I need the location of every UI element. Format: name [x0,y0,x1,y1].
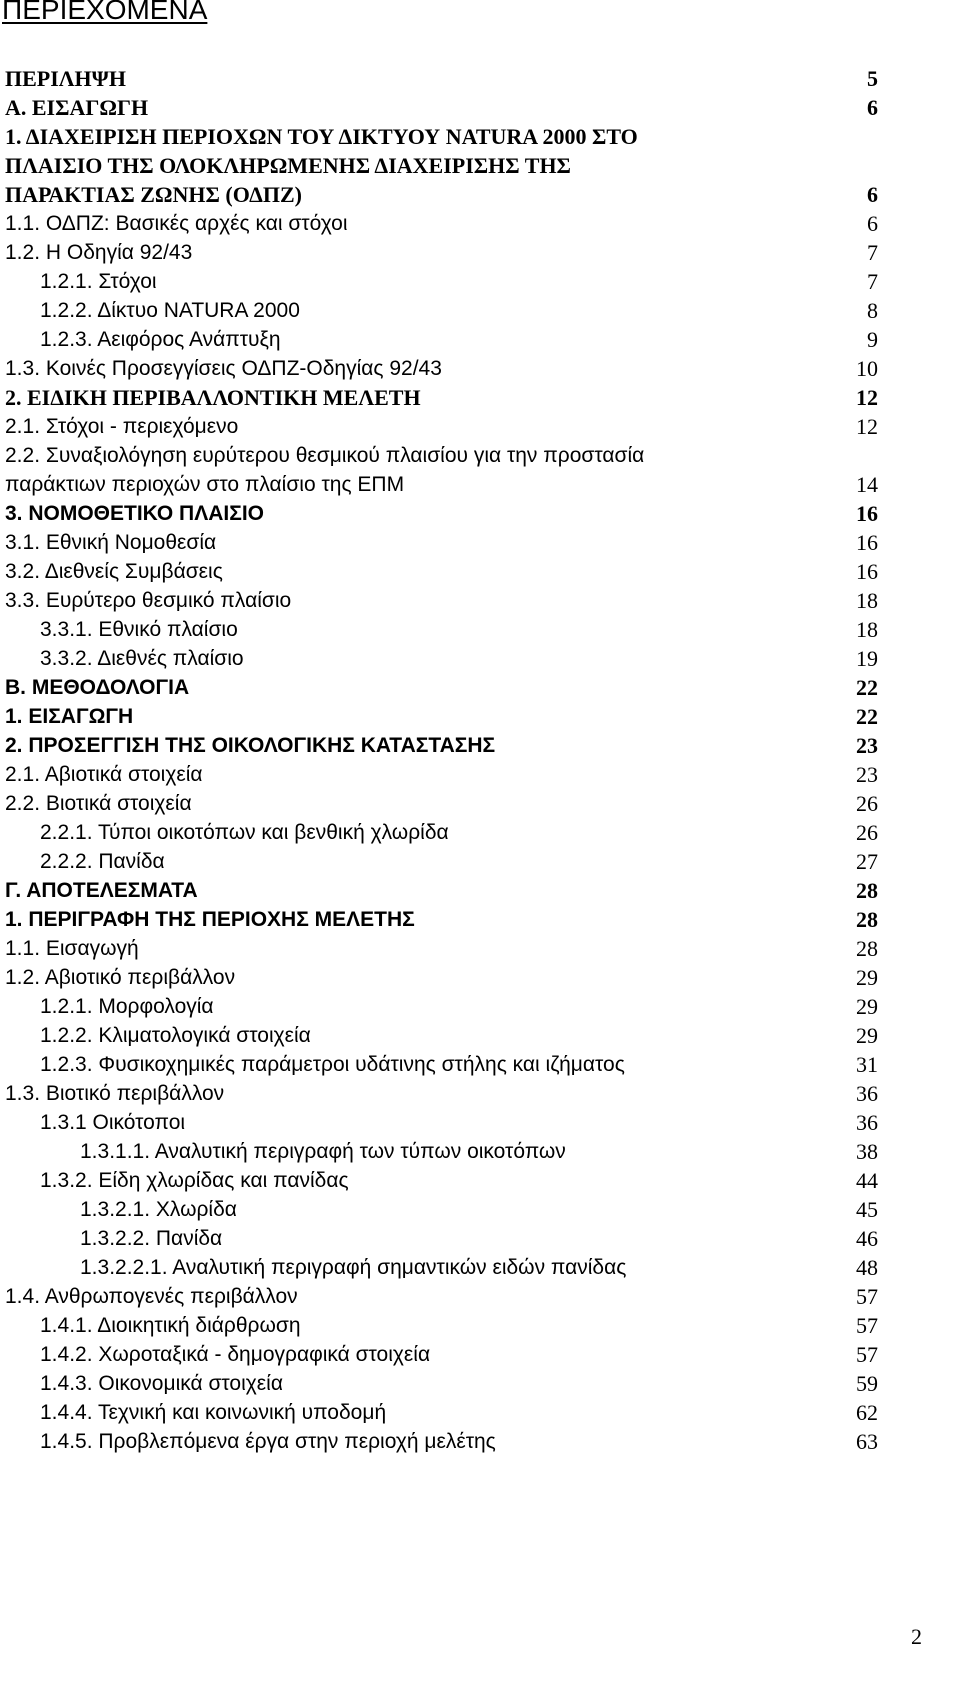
toc-entry-title: 2. ΠΡΟΣΕΓΓΙΣΗ ΤΗΣ ΟΙΚΟΛΟΓΙΚΗΣ ΚΑΤΑΣΤΑΣΗΣ [5,734,496,757]
toc-entry-title: 1.1. ΟΔΠΖ: Βασικές αρχές και στόχοι [5,212,348,235]
toc-entry-page: 22 [856,704,878,729]
toc-entry-page: 7 [867,269,878,294]
toc-entry-page: 26 [856,791,878,816]
toc-entry [0,266,960,298]
toc-entry-page: 29 [856,1023,878,1048]
toc-entry [0,469,960,501]
toc-entry [0,527,960,559]
toc-entry-title: 1.2. Η Οδηγία 92/43 [5,241,193,264]
toc-entry-page: 29 [856,965,878,990]
toc-entry [0,1136,960,1168]
toc-entry-title: 1. ΠΕΡΙΓΡΑΦΗ ΤΗΣ ΠΕΡΙΟΧΗΣ ΜΕΛΕΤΗΣ [5,908,415,931]
toc-entry-title: 2. ΕΙΔΙΚΗ ΠΕΡΙΒΑΛΛΟΝΤΙΚΗ ΜΕΛΕΤΗ [5,385,421,410]
toc-entry-page: 12 [856,414,878,439]
toc-entry [0,846,960,878]
toc-entry [0,150,960,182]
toc-entry-title: Α. ΕΙΣΑΓΩΓΗ [5,95,149,120]
toc-entry-page: 9 [867,327,878,352]
toc-entry-title: 1.3.2. Είδη χλωρίδας και πανίδας [40,1169,349,1192]
toc-entry-title: 3.1. Εθνική Νομοθεσία [5,531,217,554]
toc-entry [0,1426,960,1458]
toc-entry-title: ΠΑΡΑΚΤΙΑΣ ΖΩΝΗΣ (ΟΔΠΖ) [5,182,302,207]
toc-entry [0,759,960,791]
toc-entry-title: Γ. ΑΠΟΤΕΛΕΣΜΑΤΑ [5,879,198,902]
toc-entry-page: 16 [856,530,878,555]
toc-entry-page: 28 [856,878,878,903]
page-title: ΠΕΡΙΕΧΟΜΕΝΑ [2,0,208,25]
toc-entry-title: 2.2.1. Τύποι οικοτόπων και βενθική χλωρίδα [40,821,449,844]
toc-entry-page: 26 [856,820,878,845]
toc-entry [0,875,960,907]
toc-entry-title: 1.2.2. Κλιματολογικά στοιχεία [40,1024,311,1047]
toc-entry-page: 27 [856,849,878,874]
toc-entry [0,411,960,443]
toc-entry [0,1281,960,1313]
toc-entry-title: 3.3.1. Εθνικό πλαίσιο [40,618,238,641]
toc-entry-title: 1.2. Αβιοτικό περιβάλλον [5,966,236,989]
toc-entry-page: 57 [856,1284,878,1309]
toc-entry [0,614,960,646]
toc-entry-title: 1. ΔΙΑΧΕΙΡΙΣΗ ΠΕΡΙΟΧΩΝ ΤΟΥ ΔΙΚΤΥΟΥ NATURA 2000 ΣΤΟ [5,124,638,149]
toc-entry [0,1165,960,1197]
toc-entry-page: 22 [856,675,878,700]
toc-entry-page: 23 [856,733,878,758]
toc-entry-page: 6 [867,95,878,120]
toc-entry [0,440,960,472]
toc-entry-title: 1.4.1. Διοικητική διάρθρωση [40,1314,301,1337]
toc-entry-title: 1.4. Ανθρωπογενές περιβάλλον [5,1285,298,1308]
toc-entry-title: 1.3.2.1. Χλωρίδα [80,1198,237,1221]
toc-entry-page: 16 [856,501,878,526]
toc-entry-title: 2.2. Βιοτικά στοιχεία [5,792,192,815]
toc-entry-title: ΠΛΑΙΣΙΟ ΤΗΣ ΟΛΟΚΛΗΡΩΜΕΝΗΣ ΔΙΑΧΕΙΡΙΣΗΣ ΤΗΣ [5,153,571,178]
toc-entry-title: 2.2. Συναξιολόγηση ευρύτερου θεσμικού πλαισίου για την προστασία [5,444,645,467]
toc-entry-page: 12 [856,385,878,410]
toc-entry-title: 1.3.1.1. Αναλυτική περιγραφή των τύπων οικοτόπων [80,1140,566,1163]
toc-entry [0,701,960,733]
toc-entry [0,962,960,994]
toc-entry [0,933,960,965]
toc-entry-title: 3.3.2. Διεθνές πλαίσιο [40,647,244,670]
toc-entry-page: 28 [856,907,878,932]
toc-entry-page: 23 [856,762,878,787]
toc-entry-title: Β. ΜΕΘΟΔΟΛΟΓΙΑ [5,676,190,699]
toc-entry [0,121,960,153]
toc-entry-title: 1.3. Κοινές Προσεγγίσεις ΟΔΠΖ-Οδηγίας 92/43 [5,357,442,380]
toc-entry-page: 18 [856,617,878,642]
toc-entry-title: 1.4.2. Χωροταξικά - δημογραφικά στοιχεία [40,1343,431,1366]
toc-entry [0,1107,960,1139]
toc-entry [0,556,960,588]
toc-entry-page: 48 [856,1255,878,1280]
toc-entry-title: 1. ΕΙΣΑΓΩΓΗ [5,705,134,728]
toc-entry [0,643,960,675]
toc-entry-title: 1.4.3. Οικονομικά στοιχεία [40,1372,283,1395]
toc-entry-title: 1.2.1. Στόχοι [40,270,157,293]
toc-entry-page: 28 [856,936,878,961]
toc-entry [0,63,960,95]
toc-entry [0,730,960,762]
toc-entry-title: 1.1. Εισαγωγή [5,937,139,960]
toc-entry-page: 5 [867,66,878,91]
toc-entry [0,498,960,530]
toc-entry-page: 45 [856,1197,878,1222]
toc-entry [0,1252,960,1284]
toc-entry-title: 3.3. Ευρύτερο θεσμικό πλαίσιο [5,589,292,612]
toc-entry [0,295,960,327]
toc-entry-page: 18 [856,588,878,613]
toc-entry-page: 44 [856,1168,878,1193]
toc-entry [0,1223,960,1255]
toc-entry-title: 1.4.4. Τεχνική και κοινωνική υποδομή [40,1401,387,1424]
toc-entry [0,1368,960,1400]
toc-entry [0,92,960,124]
toc-entry-title: 2.2.2. Πανίδα [40,850,165,873]
toc-entry-title: 1.2.1. Μορφολογία [40,995,214,1018]
toc-entry [0,904,960,936]
toc-entry [0,1078,960,1110]
toc-entry-title: 1.2.3. Φυσικοχημικές παράμετροι υδάτινης στήλης και ιζήματος [40,1053,625,1076]
toc-entry-page: 62 [856,1400,878,1425]
toc-entry [0,179,960,211]
toc-entry [0,585,960,617]
toc-entry-page: 36 [856,1081,878,1106]
toc-entry-title: ΠΕΡΙΛΗΨΗ [5,66,126,91]
toc-entry [0,1339,960,1371]
toc-entry-title: 2.1. Αβιοτικά στοιχεία [5,763,203,786]
toc-entry-page: 8 [867,298,878,323]
toc-entry [0,353,960,385]
toc-entry-page: 46 [856,1226,878,1251]
toc-entry [0,1310,960,1342]
toc-entry-page: 6 [867,182,878,207]
toc-entry [0,991,960,1023]
toc-entry-page: 57 [856,1313,878,1338]
toc-entry-page: 14 [856,472,878,497]
page-number: 2 [911,1624,922,1649]
toc-entry-page: 7 [867,240,878,265]
toc-entry [0,1020,960,1052]
toc-entry-title: 1.3. Βιοτικό περιβάλλον [5,1082,225,1105]
toc-entry-title: παράκτιων περιοχών στο πλαίσιο της ΕΠΜ [5,473,405,496]
toc-entry-page: 59 [856,1371,878,1396]
toc-entry-title: 1.3.1 Οικότοποι [40,1111,186,1134]
toc-entry-title: 1.3.2.2. Πανίδα [80,1227,223,1250]
toc-entry-title: 3.2. Διεθνείς Συμβάσεις [5,560,223,583]
toc-entry [0,208,960,240]
toc-entry [0,788,960,820]
toc-entry [0,382,960,414]
toc-entry [0,817,960,849]
toc-entry-page: 36 [856,1110,878,1135]
toc-entry-page: 19 [856,646,878,671]
toc-entry-page: 16 [856,559,878,584]
toc-entry-page: 38 [856,1139,878,1164]
toc-entry-page: 10 [856,356,878,381]
toc-entry-page: 6 [867,211,878,236]
toc-entry [0,672,960,704]
toc-entry-title: 2.1. Στόχοι - περιεχόμενο [5,415,239,438]
toc-entry-page: 57 [856,1342,878,1367]
toc-entry [0,1194,960,1226]
toc-entry-page: 63 [856,1429,878,1454]
toc-entry [0,237,960,269]
toc-entry-page: 29 [856,994,878,1019]
toc-entry [0,1397,960,1429]
toc-entry-title: 1.3.2.2.1. Αναλυτική περιγραφή σημαντικών ειδών πανίδας [80,1256,627,1279]
toc-entry [0,1049,960,1081]
toc-entry-title: 3. ΝΟΜΟΘΕΤΙΚΟ ΠΛΑΙΣΙΟ [5,502,264,525]
toc-entry-page: 31 [856,1052,878,1077]
toc-entry-title: 1.2.2. Δίκτυο NATURA 2000 [40,299,300,322]
toc-entry-title: 1.4.5. Προβλεπόμενα έργα στην περιοχή μελέτης [40,1430,496,1453]
toc-entry [0,324,960,356]
toc-entry-title: 1.2.3. Αειφόρος Ανάπτυξη [40,328,281,351]
